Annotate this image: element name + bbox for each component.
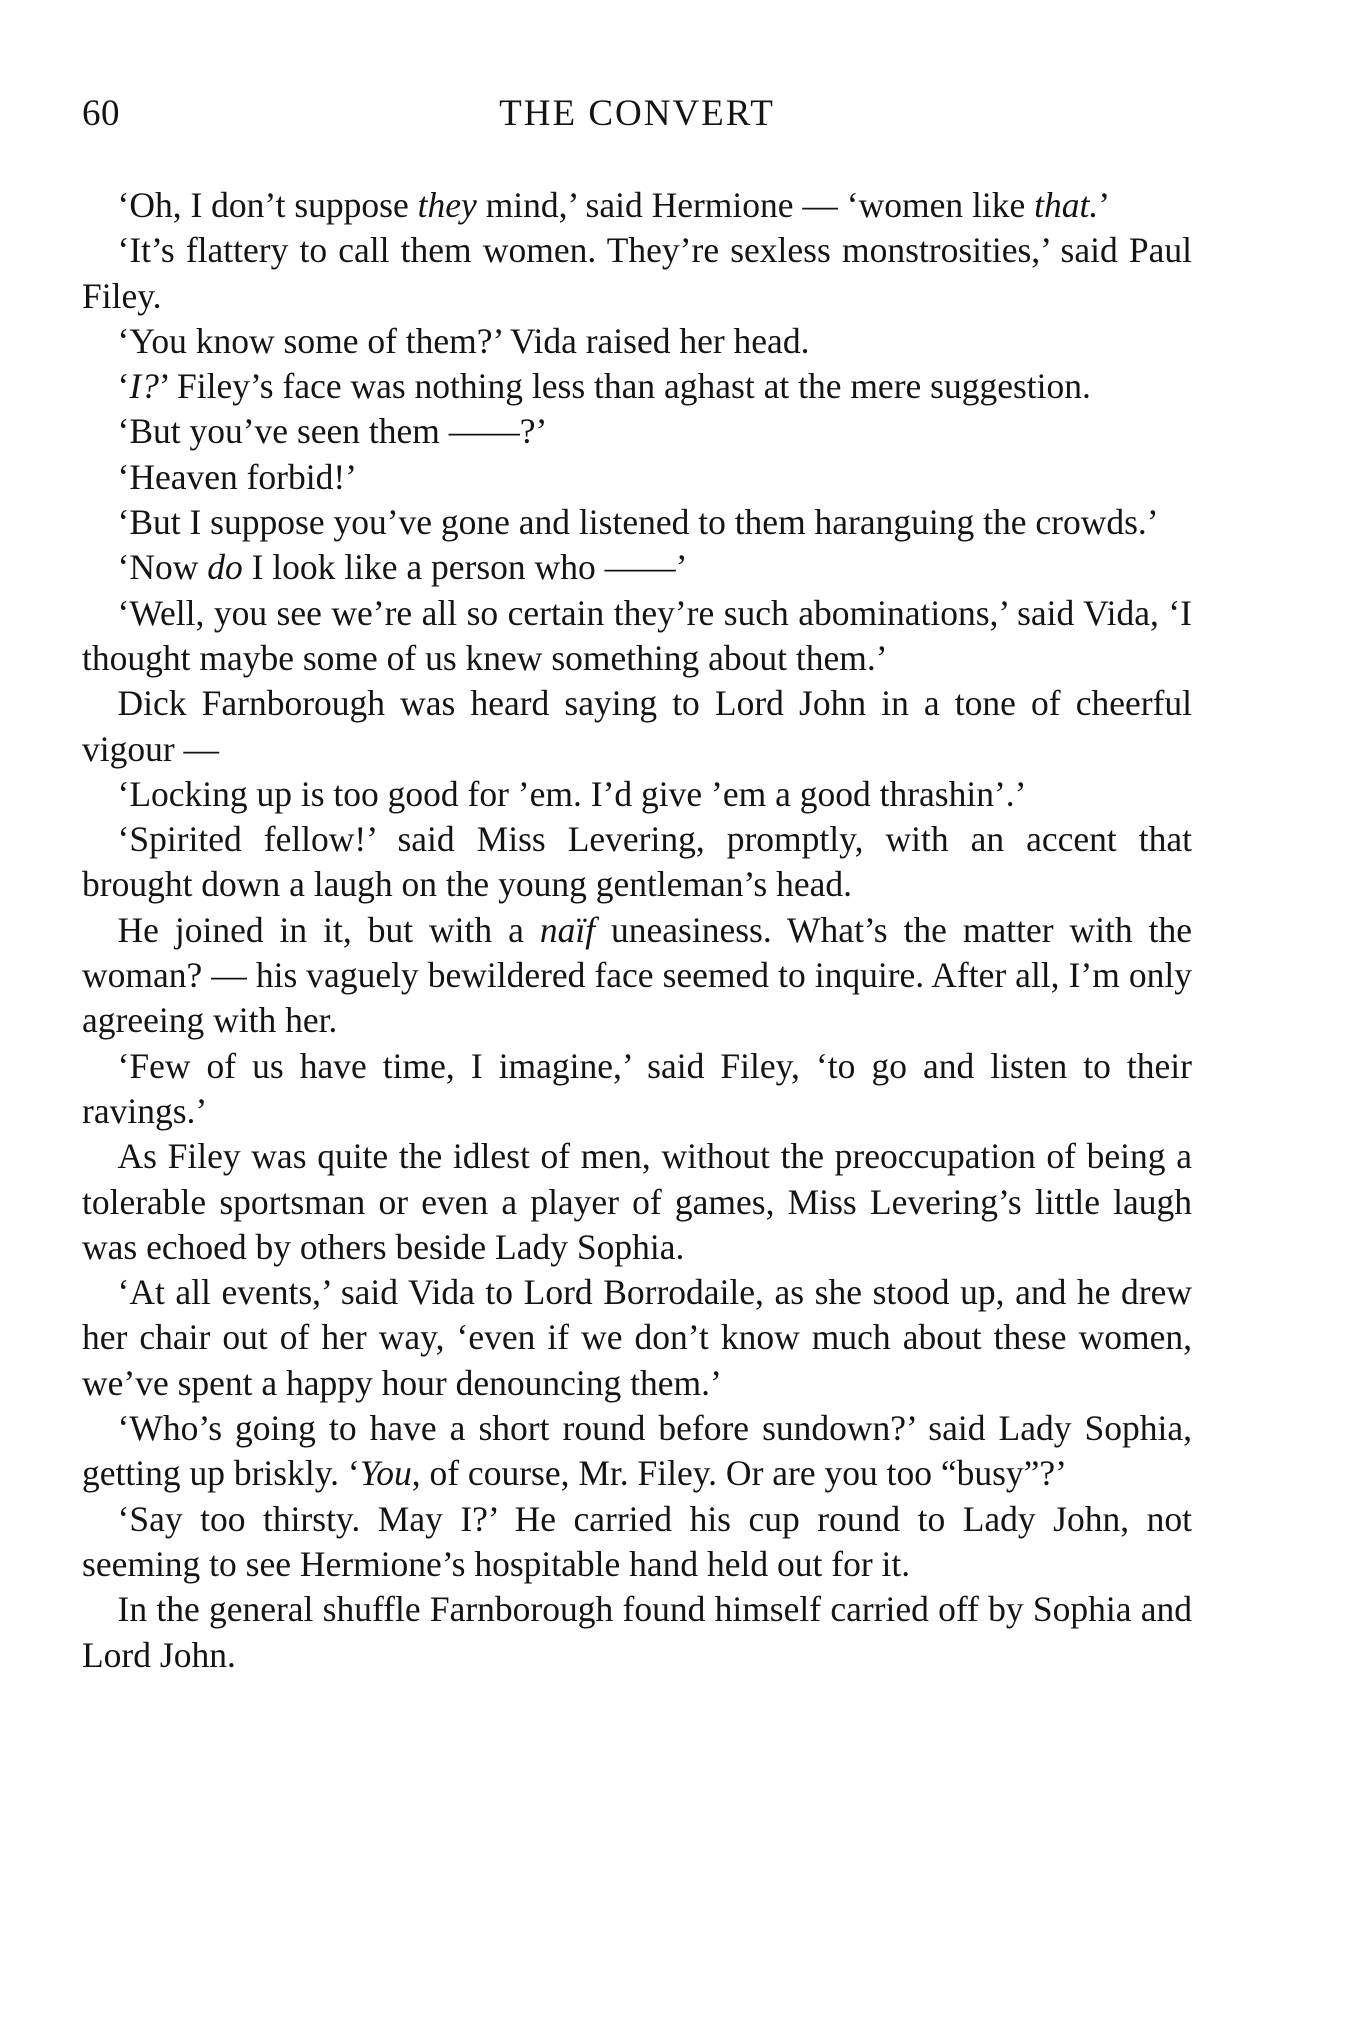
paragraph <box>82 545 1192 590</box>
text-run: ‘Locking up is too good for ’em. I’d give ’em a good thrashin’.’ <box>117 773 1027 814</box>
text-run: ‘Say too thirsty. May I?’ He carried his cup round to Lady John, not seeming to see Hermione’s hospitable hand held out for it. <box>82 1498 1192 1584</box>
text-run: , of course, Mr. Filey. Or are you too “busy”?’ <box>411 1453 1067 1494</box>
paragraph <box>82 772 1192 817</box>
page-header <box>82 92 1192 142</box>
text-run: ‘Now <box>117 547 208 588</box>
paragraph <box>82 817 1192 908</box>
text-run: ’ <box>1098 185 1111 225</box>
text-run: ’ Filey’s face was nothing less than aghast at the mere suggestion. <box>158 366 1091 407</box>
text-run: ‘Well, you see we’re all so certain they’re such abominations,’ said Vida, ‘I thought maybe some of us knew something about them.’ <box>82 592 1192 678</box>
italic-text: naïf <box>539 909 596 950</box>
paragraph <box>82 364 1192 409</box>
paragraph <box>82 500 1192 545</box>
text-run: ‘Few of us have time, I imagine,’ said Filey, ‘to go and listen to their ravings.’ <box>82 1045 1192 1131</box>
text-run: As Filey was quite the idlest of men, without the preoccupation of being a tolerable sportsman or even a player of games, Miss Levering’s little laugh was echoed by others beside Lady Sophia. <box>82 1136 1192 1267</box>
page-number: 60 <box>82 93 120 134</box>
paragraph <box>82 1134 1192 1270</box>
paragraph <box>82 183 1192 228</box>
text-run: ‘Oh, I don’t suppose <box>117 185 418 225</box>
text-run: ‘But I suppose you’ve gone and listened to them haranguing the crowds.’ <box>117 502 1159 543</box>
text-run: Dick Farnborough was heard saying to Lord John in a tone of cheerful vigour — <box>82 683 1192 769</box>
text-run: ‘Heaven forbid!’ <box>117 456 358 497</box>
paragraph <box>82 591 1192 682</box>
paragraph <box>82 228 1192 319</box>
italic-text: they <box>417 185 477 225</box>
paragraph <box>82 409 1192 454</box>
italic-text: do <box>207 547 243 588</box>
italic-text: You <box>359 1453 412 1494</box>
text-run: ‘But you’ve seen them ——?’ <box>117 411 548 452</box>
text-run: ‘It’s flattery to call them women. They’re sexless monstrosities,’ said Paul Filey. <box>82 230 1192 316</box>
italic-text: that. <box>1034 185 1099 225</box>
text-run: uneasiness. What’s the matter with the woman? — his vaguely bewildered face seemed to inquire. After all, I’m only agreeing with her. <box>82 909 1192 1041</box>
text-run: ‘ <box>117 366 130 407</box>
paragraph <box>82 455 1192 500</box>
paragraph <box>82 908 1192 1044</box>
text-run: I look like a person who ——’ <box>242 547 688 588</box>
text-run: ‘You know some of them?’ Vida raised her head. <box>117 320 810 361</box>
running-title: THE CONVERT <box>499 93 775 134</box>
italic-text: I? <box>129 366 159 407</box>
text-run: ‘Spirited fellow!’ said Miss Levering, promptly, with an accent that brought down a laugh on the young gentleman’s head. <box>82 819 1192 905</box>
paragraph <box>82 1497 1192 1588</box>
paragraph <box>82 1406 1192 1497</box>
paragraph <box>82 319 1192 364</box>
paragraph <box>82 681 1192 772</box>
text-run: mind,’ said Hermione — ‘women like <box>476 185 1035 225</box>
paragraph <box>82 1587 1192 1678</box>
text-run: He joined in it, but with a <box>117 909 540 950</box>
body-text <box>82 183 1192 1678</box>
paragraph <box>82 1044 1192 1135</box>
text-run: ‘Who’s going to have a short round before sundown?’ said Lady Sophia, getting up briskly. ‘ <box>82 1408 1192 1494</box>
text-run: In the general shuffle Farnborough found himself carried off by Sophia and Lord John. <box>82 1589 1192 1675</box>
paragraph <box>82 1270 1192 1406</box>
text-run: ‘At all events,’ said Vida to Lord Borrodaile, as she stood up, and he drew her chair out of her way, ‘even if we don’t know much about these women, we’ve spent a happy hour denouncing them.’ <box>82 1272 1192 1403</box>
